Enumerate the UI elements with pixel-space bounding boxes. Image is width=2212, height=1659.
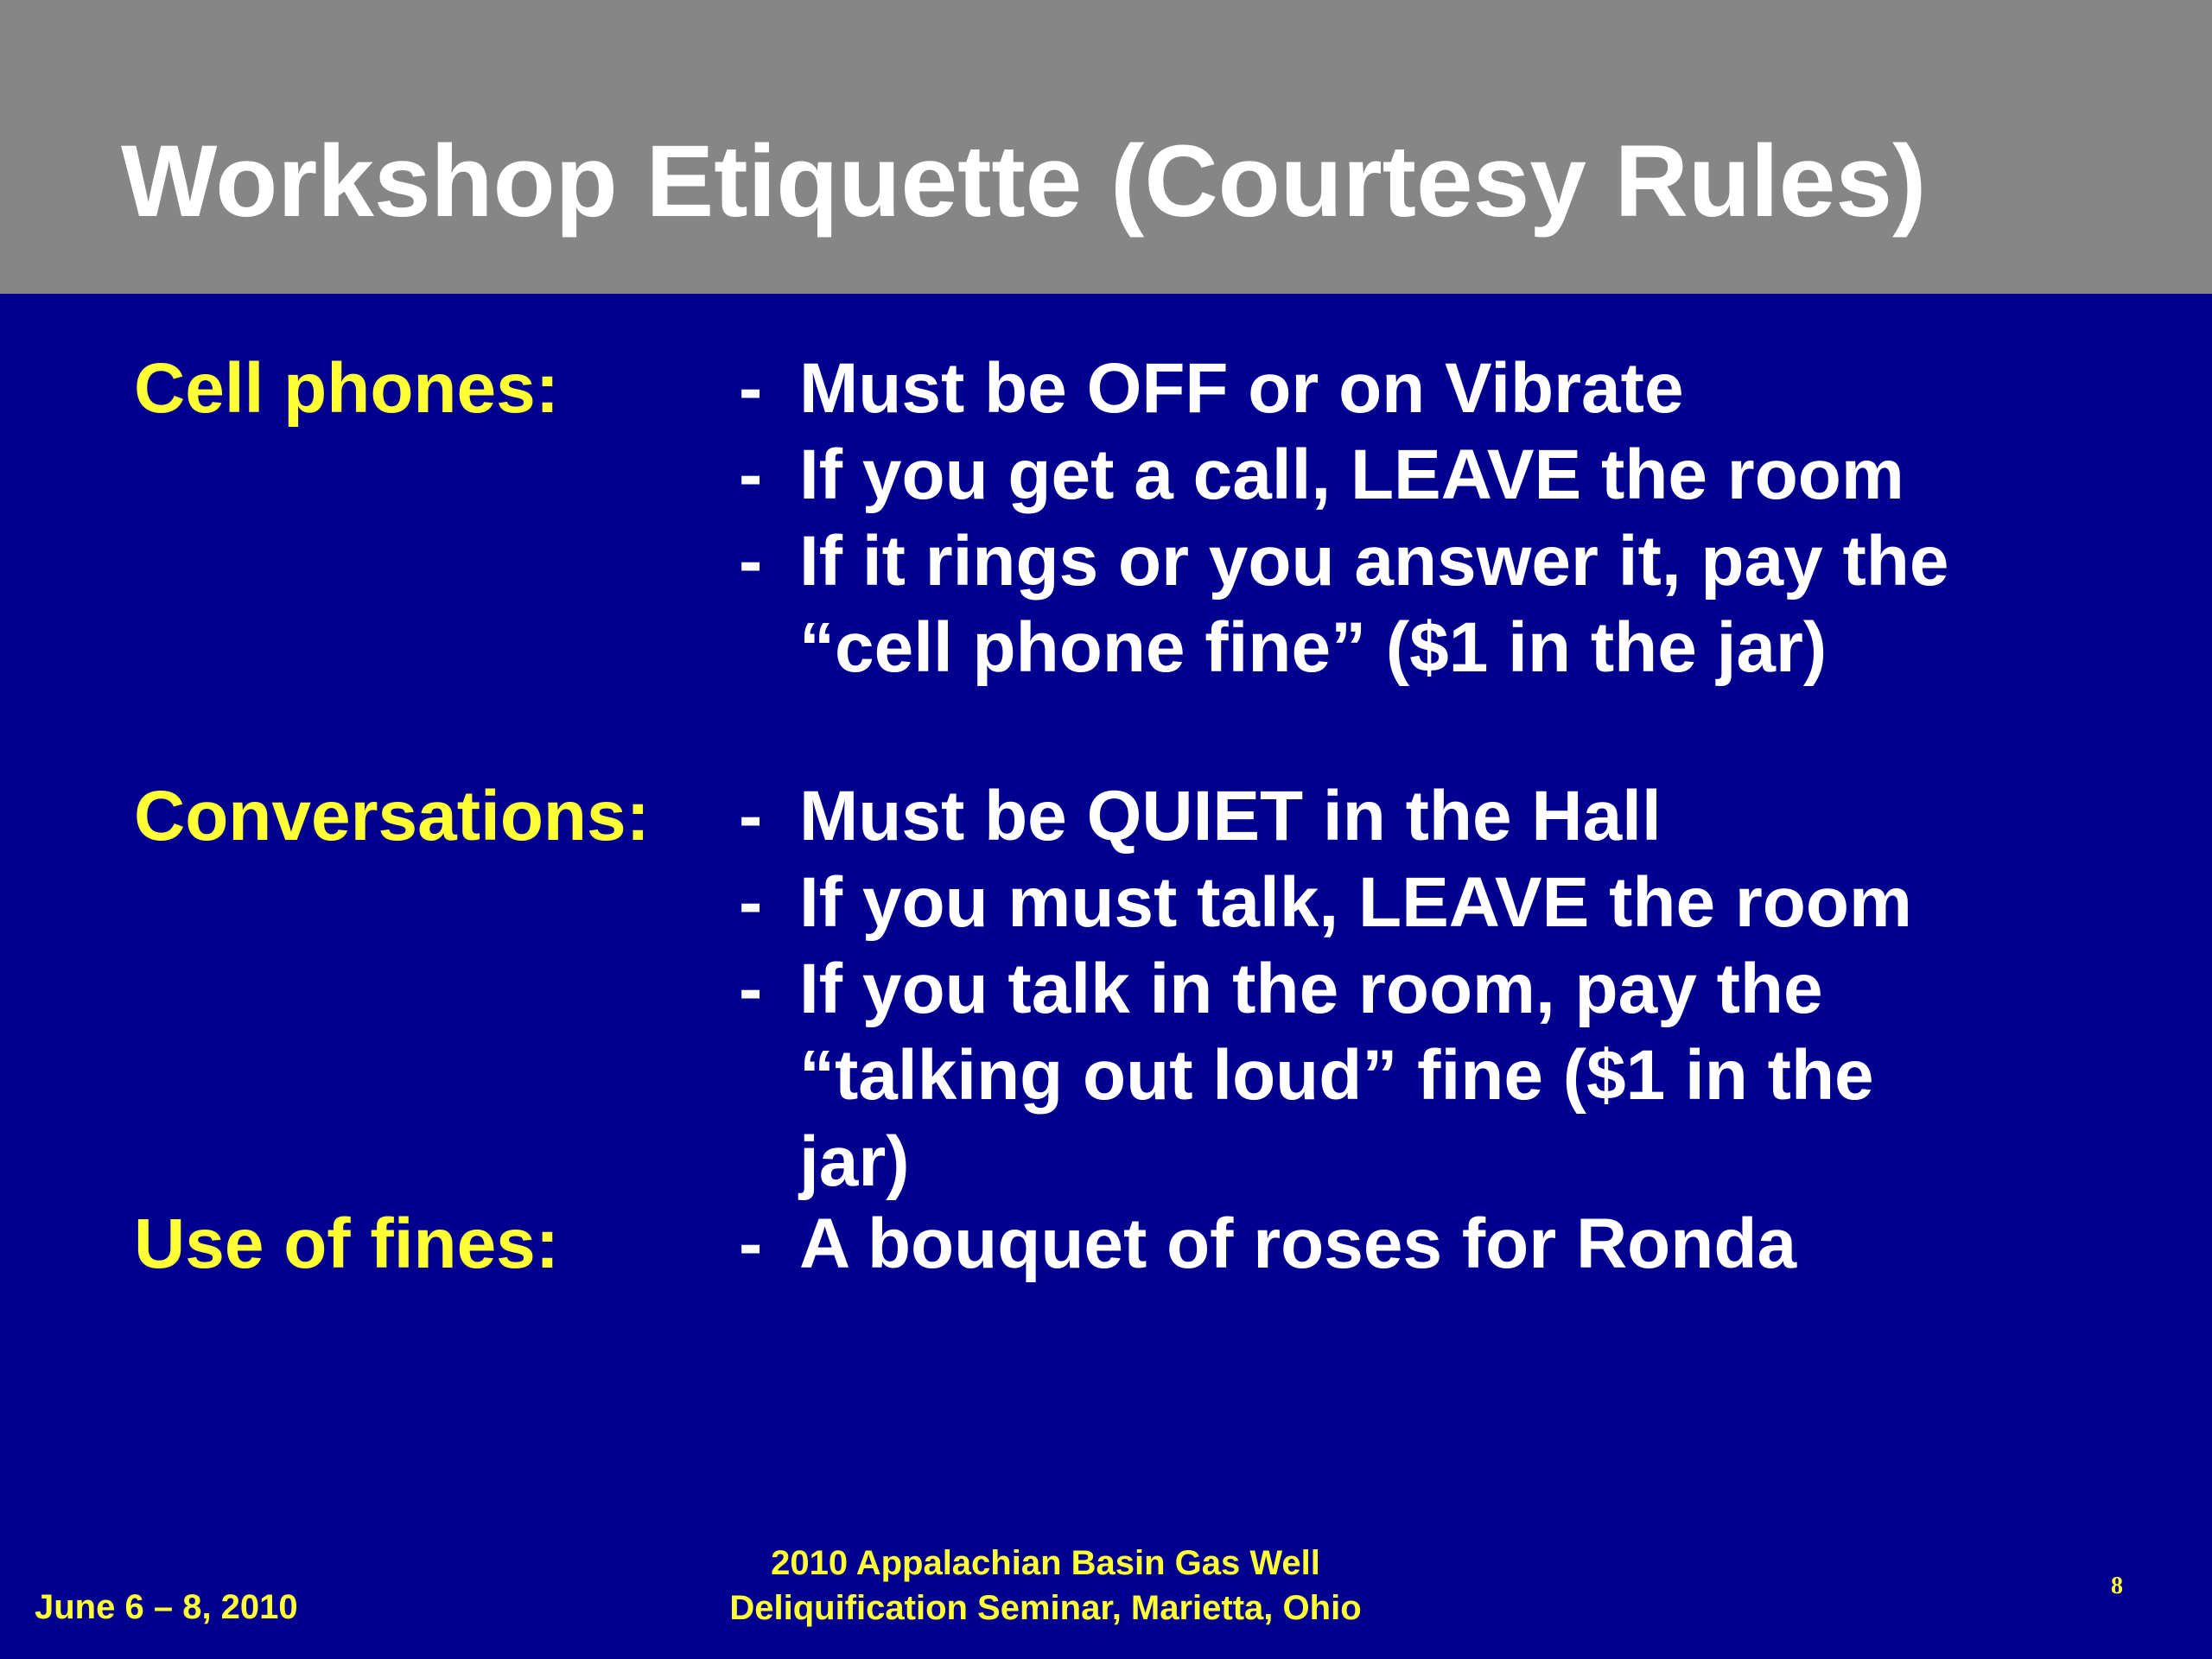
title-bar xyxy=(0,0,2212,294)
rule-text: Must be QUIET in the Hall xyxy=(799,777,1662,855)
dash-marker: - xyxy=(739,950,763,1028)
conversations-label: Conversations: xyxy=(134,777,650,855)
rule-item xyxy=(739,1201,2095,1287)
footer-date: June 6 – 8, 2010 xyxy=(35,1588,298,1626)
footer-event xyxy=(665,1541,1426,1630)
rule-text: If you get a call, LEAVE the room xyxy=(799,435,1904,514)
use-of-fines-label: Use of fines: xyxy=(134,1205,560,1283)
dash-marker: - xyxy=(739,522,763,601)
footer-event-line: 2010 Appalachian Basin Gas Well xyxy=(771,1544,1320,1582)
rule-text: If you talk in the room, pay the “talking out loud” fine ($1 in the jar) xyxy=(799,950,1874,1201)
dash-marker: - xyxy=(739,777,763,855)
dash-marker: - xyxy=(739,1205,763,1283)
rule-item xyxy=(739,946,2095,1205)
dash-marker: - xyxy=(739,349,763,428)
rule-item xyxy=(739,346,2095,432)
rule-text: Must be OFF or on Vibrate xyxy=(799,349,1684,428)
conversations-rules xyxy=(739,773,2095,1205)
cell-phones-label: Cell phones: xyxy=(134,349,560,428)
rule-item xyxy=(739,518,2095,691)
dash-marker: - xyxy=(739,435,763,514)
rule-text: If it rings or you answer it, pay the “cell phone fine” ($1 in the jar) xyxy=(799,522,1949,687)
page-number: 8 xyxy=(2111,1573,2123,1599)
rule-item xyxy=(739,860,2095,946)
footer-event-line: Deliquification Seminar, Marietta, Ohio xyxy=(729,1589,1362,1627)
slide-title: Workshop Etiquette (Courtesy Rules) xyxy=(121,124,1927,238)
cell-phones-rules xyxy=(739,346,2095,691)
rule-item xyxy=(739,432,2095,518)
use-of-fines-rules xyxy=(739,1201,2095,1287)
rule-text: A bouquet of roses for Ronda xyxy=(799,1205,1797,1283)
dash-marker: - xyxy=(739,863,763,942)
rule-item xyxy=(739,773,2095,860)
rule-text: If you must talk, LEAVE the room xyxy=(799,863,1912,942)
